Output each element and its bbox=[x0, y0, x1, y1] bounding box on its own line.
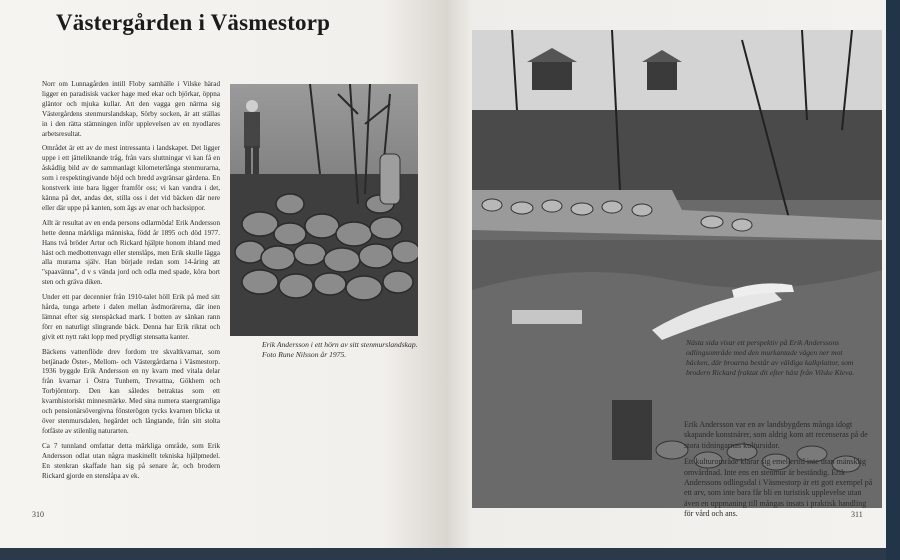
left-text-column bbox=[42, 80, 220, 486]
photo-caption: Erik Andersson i ett hörn av sitt stenmurslandskap. Foto Rune Nilsson år 1975. bbox=[262, 340, 418, 359]
right-page bbox=[446, 0, 886, 548]
stone-wall-photo bbox=[230, 84, 418, 336]
left-page bbox=[0, 0, 450, 548]
paragraph: Erik Andersson var en av landsbygdens många idogt skapande konstnärer, som aldrig kom att recenseras på de stora tidningarnas kultursidor. bbox=[684, 420, 868, 450]
paragraph: Under ett par decennier från 1910-talet höll Erik på med sitt hårda, tunga arbete i dalen mellan åsdmorärerna, där inen lämnat efter sig stenspäckad mark. I botten av sänkan rann förr en naturligt slingrande bäck. Denna har Erik riktat och givit ett nytt rakt lopp med prydligt stensatta kanter. bbox=[42, 293, 220, 341]
paragraph: Norr om Lunnagården intill Floby samhälle i Vilske härad ligger en paradisisk vacker hage med ekar och björkar, öppna gläntor och mjuka kullar. Att den vagga gen närma sig Västergårdens stenmurslandskap, Sörby socken, är att ställas in i den rätta stämningen inför upplevelsen av en nyodlares arbetsresultat. bbox=[42, 80, 220, 138]
paragraph: Ett kulturområde klarar sig emellertid inte utan mänsklig omvårdnad. Inte ens en stenmur är beständig. Erik Anderssons odlingsdal i Väsmestorp är ett gott exempel på ett arv, som inte bara får bli en turistisk upplevelse utan även en uppmaning till mångas insats i praktisk handling för vård och ans. bbox=[684, 457, 873, 519]
right-text-block bbox=[684, 420, 874, 520]
page-number-right: 311 bbox=[851, 510, 863, 519]
page-number-left: 310 bbox=[32, 510, 44, 519]
next-page-caption: Nästa sida visar ett perspektiv på Erik Anderssons odlingsområde med den murkantade vägen ner mot bäcken, där broarna består av väldiga kalkplattor, som brodern Rickard fraktat dit efter häst från Vilske Kleva. bbox=[686, 338, 855, 377]
paragraph: Området är ett av de mest intressanta i landskapet. Det ligger uppe i ett jätteliknande tråg, från vars sluttningar vi kan få en åskådlig bild av de sammanlagt kilometerlånga stenmurarna, som i respektingivande höjd och bredd avgränsar gärdena. En konstverk inte bara ligger framför oss; vi kan vandra i det, känna på det, andas det, stilla oss i det vid bäcken där nere eller där uppe på kanten, som ägs av enar och backsippor. bbox=[42, 144, 220, 212]
stone-wall-photo-image bbox=[230, 84, 418, 336]
paragraph: Ca 7 tunnland omfattar detta märkliga område, som Erik Andersson odlat utan några maskinellt tekniska hjälpmedel. En stenkran skaffade han sig på senare år, och brodern Rickard gjorde en stenslåpa av ek. bbox=[42, 441, 220, 480]
page-title: Västergården i Väsmestorp bbox=[56, 10, 331, 35]
paragraph: Allt är resultat av en enda persons odlarmöda! Erik Andersson hette denna märkliga människa, född år 1895 och död 1977. Hans två bröder Artur och Rickard hjälpte honom ibland med häst och medbottenvagn eller stenslåps, men Erik skulle lägga alla murarna själv. Han började redan som 14-åring att "spaavänna", d v s vända jord och odla med spade, köra bort sten och gräva diken. bbox=[42, 218, 220, 287]
book-cover-edge bbox=[886, 0, 900, 560]
paragraph: Bäckens vattenflöde drev fordom tre skvaltkvarnar, som betjänade Öster-, Mellom- och Västergårdarna i Väsmestorp. 1936 byggde Erik Andersson en ny kvarn med vitala delar från kvarnar i Östra Tunhem, Trevattna, Gökhem och Torbjörntorp. Den kan således betraktas som ett kvarnhistoriskt minnesmärke. Med sina numera staergramliga och pensionärsövergivna fönsterögon tycks kvarnen blicka ut över stenmursdalen, hegärdet och långtande, från sitt stolta fotfäste av stilenlig naturarten. bbox=[42, 347, 220, 435]
